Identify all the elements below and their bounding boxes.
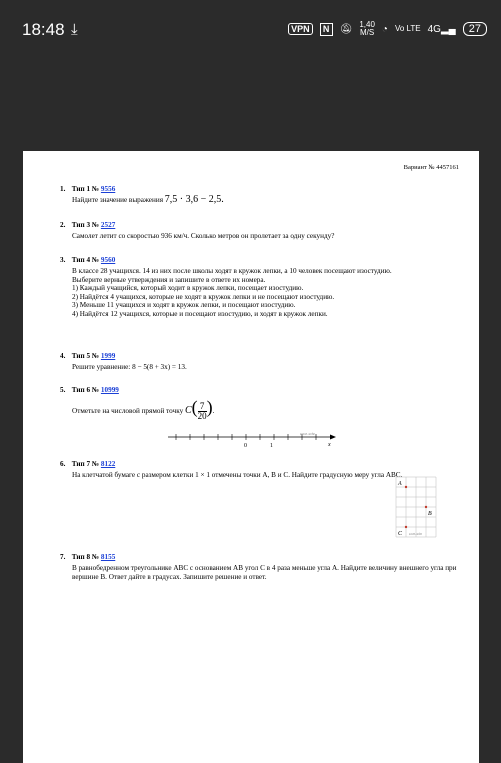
status-bar [0, 0, 501, 64]
task-link[interactable]: 1999 [100, 352, 116, 360]
task-link[interactable]: 9556 [100, 185, 116, 193]
task-header: 3. Тип 4 № 9560 [60, 256, 116, 264]
task-link[interactable]: 8155 [100, 553, 116, 561]
list-item: 3) Меньше 11 учащихся и ходят в кружок лепки, и посещают изостудию. [72, 301, 296, 310]
wifi-icon: ◔ [381, 23, 388, 35]
task-5: 5. Тип 6 № 10999 Отметьте на числовой прямой точку C( $\frac{7}{20}$ ). [60, 386, 460, 420]
axis-x-label: x [328, 442, 331, 448]
task-3: 3. Тип 4 № 9560 В классе 28 учащихся. 14 из них после школы ходят в кружок лепки, а 10 человек посещают изостудию. Выберите верные утверждения и запишите в ответе их номера. 1) Каждый учащийся, который ходит в кружок лепки, посещает изостудию. 2) Найдётся 4 учащихся, которые не ходят в кружок лепки и не посещают изостудию. 3) Меньше 11 учащихся и ходят в кружок лепки, и посещают изостудию. 4) Найдётся 12 учащихся, которые и посещают изостудию, и ходят в кружок лепки. [60, 256, 460, 319]
task-link[interactable]: 10999 [100, 386, 119, 394]
signal-icon: 4G▂▄ [427, 23, 456, 35]
vpn-icon: VPN [288, 23, 313, 35]
task-link[interactable]: 2527 [100, 221, 116, 229]
task-4: 4. Тип 5 № 1999 Решите уравнение: 8 − 5(8 + 3x) = 13. [60, 352, 460, 372]
task-header: 2. Тип 3 № 2527 [60, 221, 116, 229]
list-item: 1) Каждый учащийся, который ходит в кружок лепки, посещает изостудию. [72, 284, 304, 293]
clock: 18:48 [22, 20, 65, 39]
task-header: 7. Тип 8 № 8155 [60, 553, 116, 561]
task-link[interactable]: 9560 [100, 256, 116, 264]
task-1: 1. Тип 1 № 9556 Найдите значение выражения 7,5 · 3,6 − 2,5. [60, 185, 460, 205]
point-c-label: C [398, 531, 403, 537]
status-icons [288, 21, 487, 37]
task-header: 5. Тип 6 № 10999 [60, 386, 119, 394]
nfc-icon: N [320, 23, 333, 36]
list-item: 4) Найдётся 12 учащихся, которые и посещают изостудию, и ходят в кружок лепки. [72, 309, 328, 318]
variant-number: Вариант № 4457161 [403, 164, 459, 171]
grid-figure [394, 475, 438, 539]
task-header: 1. Тип 1 № 9556 [60, 185, 116, 193]
axis-zero: 0 [244, 443, 247, 449]
options-list [60, 284, 460, 318]
task-header: 6. Тип 7 № 8122 [60, 460, 116, 468]
point-a-label: A [398, 481, 402, 487]
network-speed: 1,40 M/S [359, 20, 375, 37]
task-6: 6. Тип 7 № 8122 На клетчатой бумаге с размером клетки 1 × 1 отмечены точки A, B и C. Найдите градусную меру угла ABC. [60, 460, 460, 480]
task-link[interactable]: 8122 [100, 460, 116, 468]
point-a-marker [405, 486, 407, 488]
fraction: $\frac{7}{20}$ [197, 401, 207, 421]
task-7: 7. Тип 8 № 8155 В равнобедренном треугольнике ABC с основанием AB угол C в 4 раза меньше угла A. Найдите величину внешнего угла при вершине B. Ответ дайте в градусах. Запишите решение и ответ. [60, 553, 460, 581]
number-line [168, 429, 338, 449]
point-label: C [184, 404, 192, 416]
list-item: 2) Найдётся 4 учащихся, которые не ходят в кружок лепки и не посещают изостудию. [72, 292, 335, 301]
mute-bell-icon: 🔕︎ [339, 23, 353, 35]
document-page[interactable] [23, 151, 479, 763]
point-c-marker [405, 526, 407, 528]
axis-one: 1 [270, 443, 273, 449]
point-b-marker [425, 506, 427, 508]
expression: 7,5 · 3,6 − 2,5. [164, 194, 224, 205]
point-b-label: B [428, 511, 432, 517]
watermark: ɕoʍ.ǝdɐ [300, 431, 315, 436]
battery-icon: 27 [463, 22, 487, 36]
task-2: 2. Тип 3 № 2527 Самолет летит со скоростью 936 км/ч. Сколько метров он пролетает за одну секунду? [60, 221, 460, 241]
volte-icon: Vo LTE [394, 24, 421, 33]
download-arrow-icon: ⤓ [71, 21, 78, 38]
task-header: 4. Тип 5 № 1999 [60, 352, 116, 360]
watermark: ɕoʍ.ǝdɐ [409, 532, 423, 536]
